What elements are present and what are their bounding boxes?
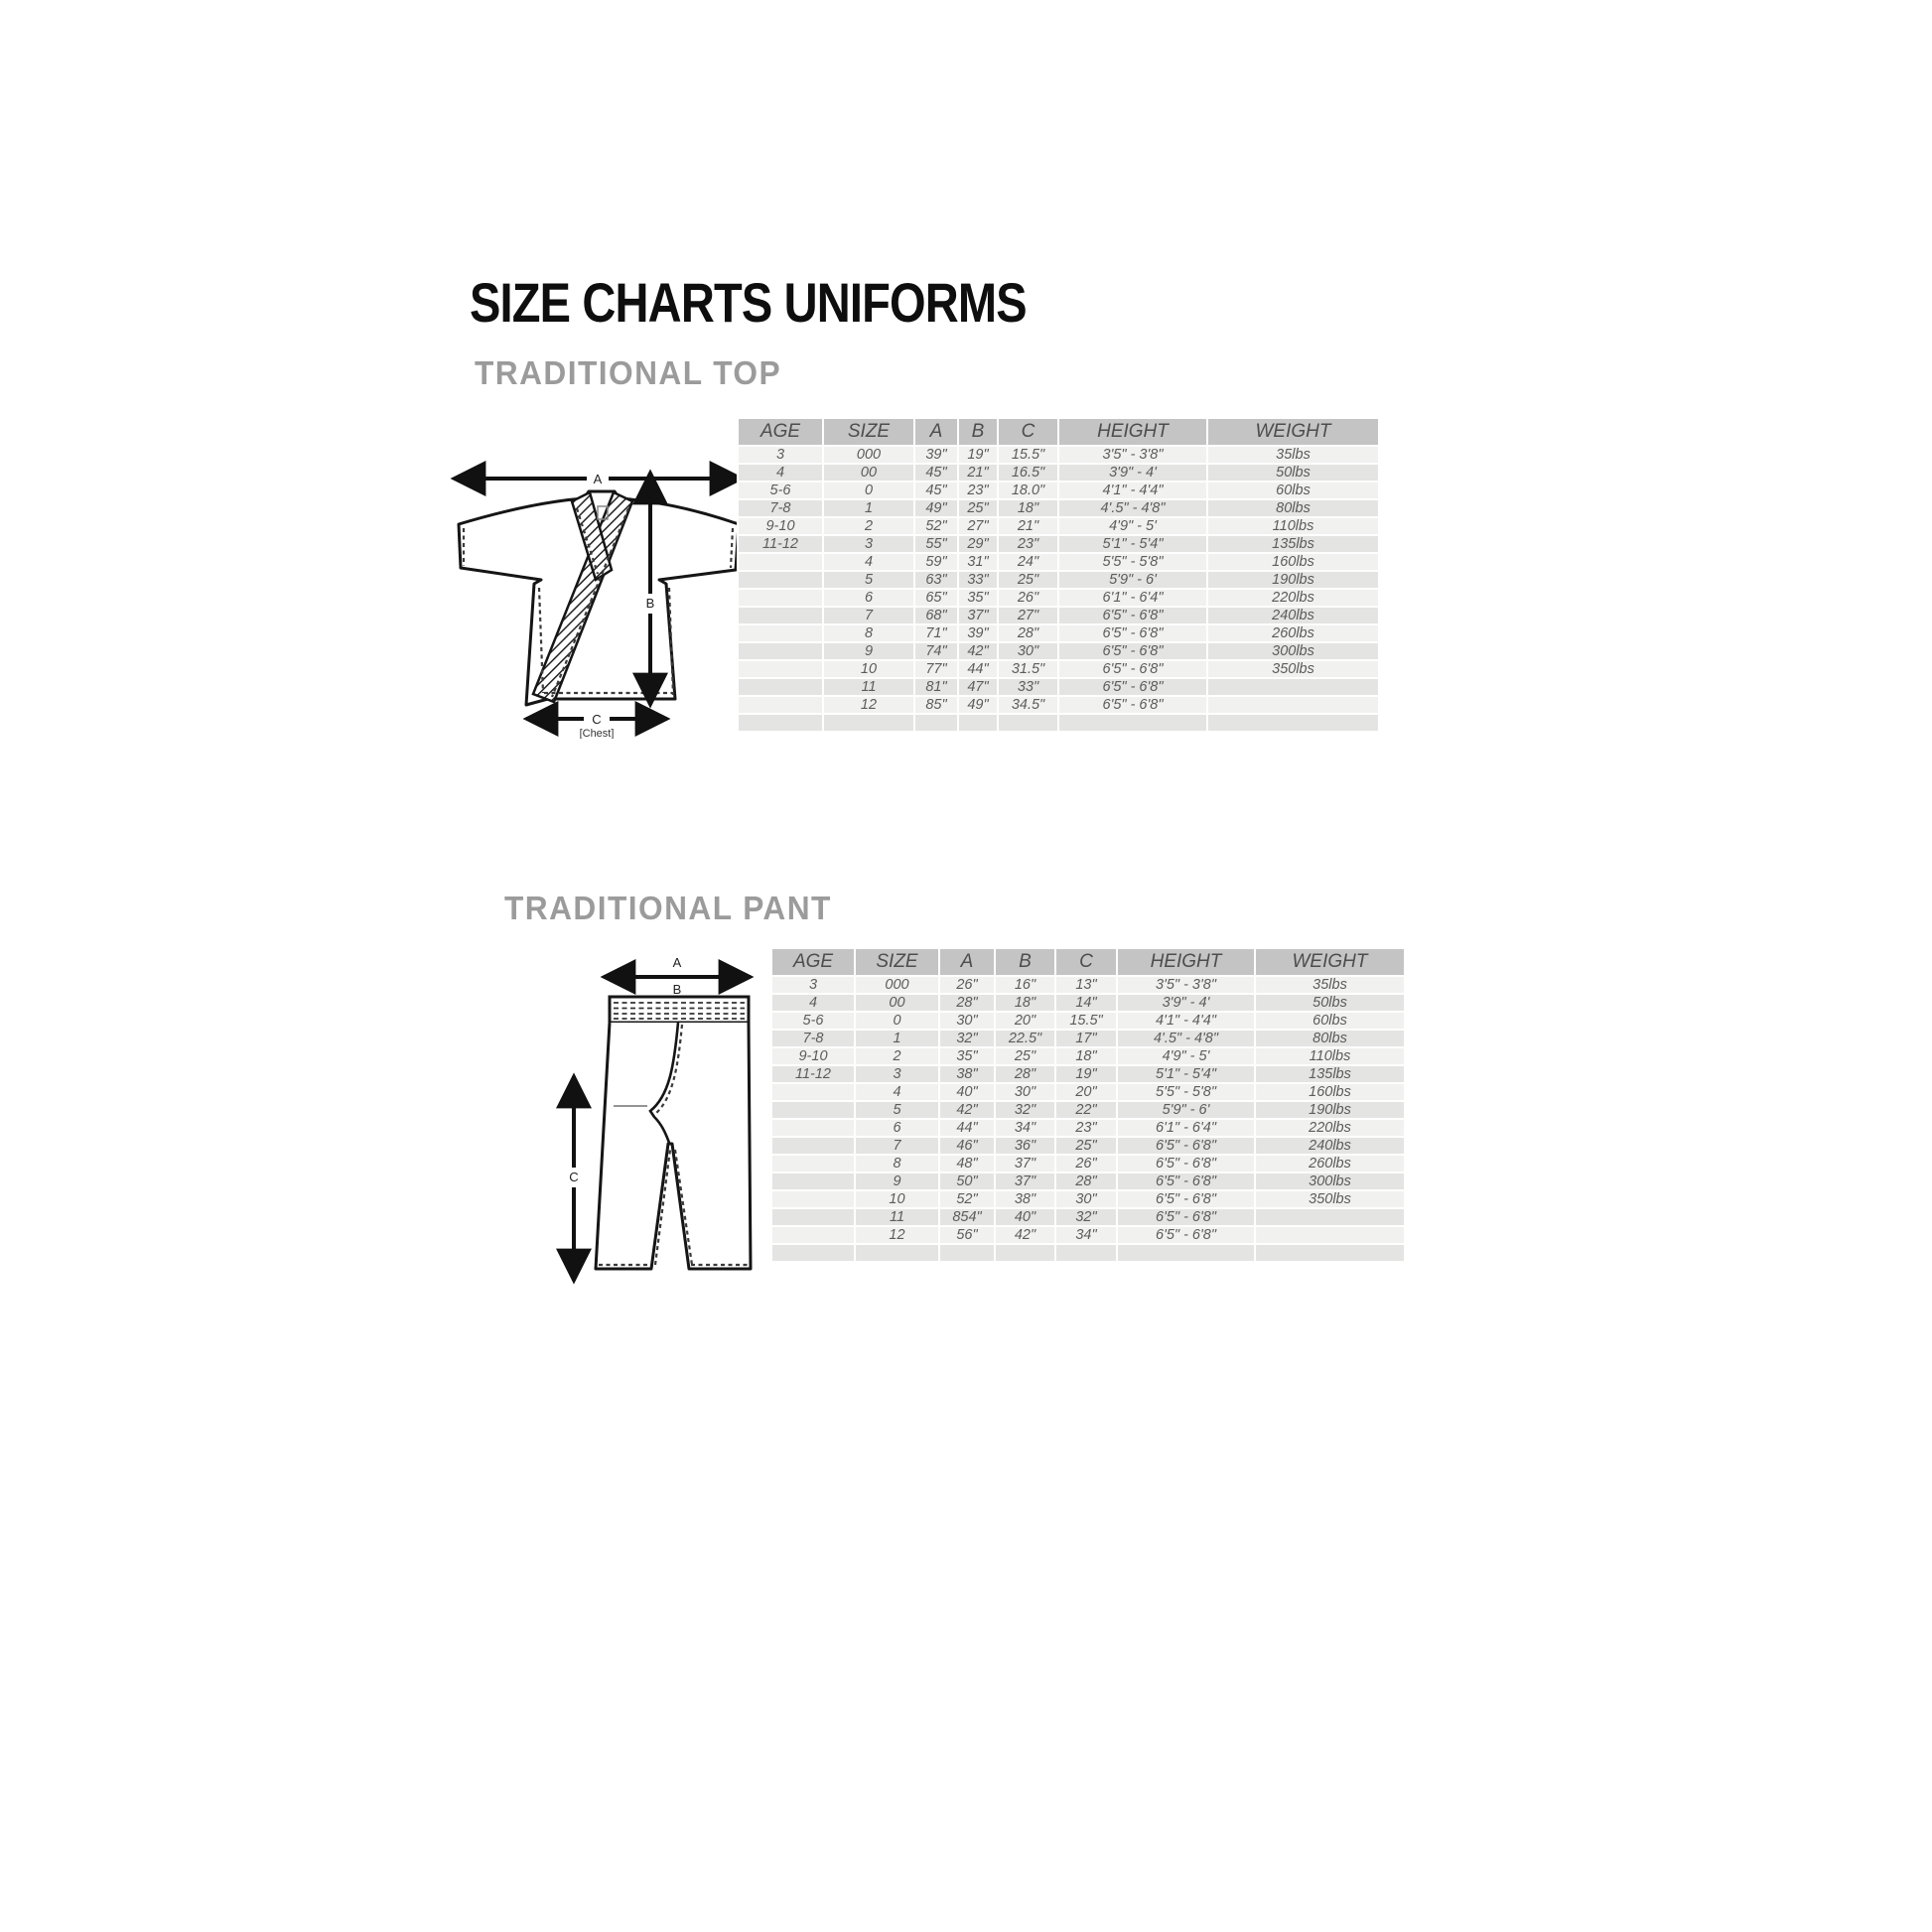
table-cell: 300lbs <box>1208 643 1378 659</box>
pants-diagram-svg <box>552 945 765 1291</box>
table-row <box>739 518 1378 534</box>
table-cell <box>739 554 822 570</box>
table-cell: 4'.5" - 4'8" <box>1118 1031 1254 1046</box>
column-header-c: C <box>999 419 1057 445</box>
table-cell: 39" <box>915 447 957 463</box>
table-cell: 33" <box>959 572 997 588</box>
table-cell: 52" <box>915 518 957 534</box>
column-header-age: AGE <box>739 419 822 445</box>
table-cell <box>772 1102 854 1118</box>
table-cell: 19" <box>959 447 997 463</box>
table-cell: 52" <box>940 1191 994 1207</box>
table-row <box>739 661 1378 677</box>
table-cell: 22.5" <box>996 1031 1054 1046</box>
table-cell: 6'5" - 6'8" <box>1059 697 1206 713</box>
table-cell <box>1208 679 1378 695</box>
table-cell <box>772 1173 854 1189</box>
table-cell: 15.5" <box>999 447 1057 463</box>
table-cell: 12 <box>856 1227 938 1243</box>
table-row <box>739 715 1378 731</box>
table-cell: 37" <box>959 608 997 623</box>
table-cell: 5'5" - 5'8" <box>1118 1084 1254 1100</box>
table-cell: 35" <box>959 590 997 606</box>
table-cell: 5'9" - 6' <box>1118 1102 1254 1118</box>
pants-label-b: B <box>672 982 682 997</box>
table-cell: 25" <box>996 1048 1054 1064</box>
table-cell: 20" <box>1056 1084 1116 1100</box>
table-row <box>739 643 1378 659</box>
table-cell <box>1118 1245 1254 1261</box>
table-cell: 7 <box>856 1138 938 1154</box>
table-cell: 5'9" - 6' <box>1059 572 1206 588</box>
section-heading-traditional-top: TRADITIONAL TOP <box>475 354 782 391</box>
table-cell: 20" <box>996 1013 1054 1029</box>
column-header-weight: WEIGHT <box>1256 949 1404 975</box>
jacket-label-b: B <box>645 596 655 611</box>
table-cell <box>772 1120 854 1136</box>
table-cell: 000 <box>824 447 913 463</box>
table-cell: 2 <box>824 518 913 534</box>
table-cell: 3 <box>824 536 913 552</box>
table-cell: 300lbs <box>1256 1173 1404 1189</box>
table-cell: 44" <box>959 661 997 677</box>
table-cell: 32" <box>1056 1209 1116 1225</box>
table-cell: 11 <box>856 1209 938 1225</box>
table-cell: 00 <box>824 465 913 481</box>
table-cell: 4'9" - 5' <box>1118 1048 1254 1064</box>
table-cell: 42" <box>959 643 997 659</box>
table-cell <box>772 1084 854 1100</box>
table-cell: 60lbs <box>1256 1013 1404 1029</box>
table-cell: 40" <box>940 1084 994 1100</box>
table-cell: 16" <box>996 977 1054 993</box>
pants-label-a: A <box>672 955 682 970</box>
table-cell: 31.5" <box>999 661 1057 677</box>
table-row <box>772 1120 1404 1136</box>
table-cell: 85" <box>915 697 957 713</box>
table-cell: 000 <box>856 977 938 993</box>
table-cell <box>915 715 957 731</box>
table-cell: 80lbs <box>1256 1031 1404 1046</box>
table-row <box>739 500 1378 516</box>
table-cell: 23" <box>959 483 997 498</box>
table-cell: 5-6 <box>739 483 822 498</box>
table-cell: 49" <box>915 500 957 516</box>
table-cell: 16.5" <box>999 465 1057 481</box>
table-cell <box>1056 1245 1116 1261</box>
table-cell: 350lbs <box>1208 661 1378 677</box>
table-cell: 7-8 <box>772 1031 854 1046</box>
table-cell: 0 <box>856 1013 938 1029</box>
table-row <box>739 536 1378 552</box>
table-row <box>739 697 1378 713</box>
table-cell: 240lbs <box>1208 608 1378 623</box>
table-cell: 4'.5" - 4'8" <box>1059 500 1206 516</box>
table-cell <box>739 679 822 695</box>
page-title: SIZE CHARTS UNIFORMS <box>470 271 1027 334</box>
table-cell: 42" <box>940 1102 994 1118</box>
table-cell: 1 <box>824 500 913 516</box>
table-cell: 7-8 <box>739 500 822 516</box>
table-cell: 5'5" - 5'8" <box>1059 554 1206 570</box>
column-header-height: HEIGHT <box>1118 949 1254 975</box>
table-cell: 350lbs <box>1256 1191 1404 1207</box>
table-cell: 50" <box>940 1173 994 1189</box>
table-cell: 30" <box>996 1084 1054 1100</box>
table-cell: 6'5" - 6'8" <box>1118 1209 1254 1225</box>
jacket-label-a: A <box>593 472 603 486</box>
table-cell: 80lbs <box>1208 500 1378 516</box>
table-cell: 8 <box>824 625 913 641</box>
table-cell: 81" <box>915 679 957 695</box>
table-row <box>772 995 1404 1011</box>
table-row <box>772 1245 1404 1261</box>
table-cell: 220lbs <box>1208 590 1378 606</box>
table-row <box>772 1102 1404 1118</box>
table-cell <box>1208 715 1378 731</box>
table-cell: 12 <box>824 697 913 713</box>
table-row <box>772 1191 1404 1207</box>
table-cell: 63" <box>915 572 957 588</box>
table-cell: 60lbs <box>1208 483 1378 498</box>
column-header-b: B <box>959 419 997 445</box>
table-cell: 4 <box>772 995 854 1011</box>
table-cell <box>772 1209 854 1225</box>
table-row <box>772 1084 1404 1100</box>
table-cell: 110lbs <box>1208 518 1378 534</box>
jacket-outline <box>459 491 739 705</box>
table-row <box>739 679 1378 695</box>
table-cell: 135lbs <box>1208 536 1378 552</box>
table-cell <box>739 715 822 731</box>
table-cell: 18" <box>996 995 1054 1011</box>
table-cell: 4'1" - 4'4" <box>1118 1013 1254 1029</box>
column-header-b: B <box>996 949 1054 975</box>
pants-measurement-diagram <box>552 945 765 1291</box>
column-header-weight: WEIGHT <box>1208 419 1378 445</box>
table-cell: 25" <box>1056 1138 1116 1154</box>
table-cell: 6'5" - 6'8" <box>1059 661 1206 677</box>
table-cell: 49" <box>959 697 997 713</box>
table-cell: 77" <box>915 661 957 677</box>
table-cell <box>1256 1245 1404 1261</box>
table-cell: 6'5" - 6'8" <box>1059 625 1206 641</box>
table-cell: 9 <box>856 1173 938 1189</box>
table-cell <box>772 1156 854 1172</box>
table-cell: 28" <box>940 995 994 1011</box>
table-cell: 30" <box>1056 1191 1116 1207</box>
table-cell: 29" <box>959 536 997 552</box>
table-cell: 10 <box>856 1191 938 1207</box>
table-cell: 3'9" - 4' <box>1059 465 1206 481</box>
table-cell: 25" <box>959 500 997 516</box>
table-cell <box>1256 1227 1404 1243</box>
table-cell <box>1208 697 1378 713</box>
table-row <box>739 554 1378 570</box>
table-cell <box>772 1138 854 1154</box>
table-cell: 9-10 <box>772 1048 854 1064</box>
table-cell: 55" <box>915 536 957 552</box>
table-cell: 56" <box>940 1227 994 1243</box>
jacket-diagram-svg <box>449 449 747 739</box>
table-cell: 6'5" - 6'8" <box>1059 643 1206 659</box>
table-row <box>739 590 1378 606</box>
table-cell: 42" <box>996 1227 1054 1243</box>
table-cell: 71" <box>915 625 957 641</box>
table-cell: 4 <box>824 554 913 570</box>
table-cell: 28" <box>999 625 1057 641</box>
table-cell: 59" <box>915 554 957 570</box>
table-cell: 46" <box>940 1138 994 1154</box>
table-cell <box>999 715 1057 731</box>
table-cell: 40" <box>996 1209 1054 1225</box>
traditional-top-size-table <box>737 417 1380 733</box>
table-cell: 190lbs <box>1256 1102 1404 1118</box>
table-cell: 18" <box>999 500 1057 516</box>
table-cell: 48" <box>940 1156 994 1172</box>
table-cell: 35" <box>940 1048 994 1064</box>
table-cell: 11-12 <box>772 1066 854 1082</box>
table-cell <box>856 1245 938 1261</box>
table-row <box>772 1048 1404 1064</box>
table-cell <box>772 1227 854 1243</box>
table-cell <box>739 661 822 677</box>
table-cell: 28" <box>1056 1173 1116 1189</box>
table-cell: 23" <box>1056 1120 1116 1136</box>
table-cell: 220lbs <box>1256 1120 1404 1136</box>
table-cell: 34.5" <box>999 697 1057 713</box>
table-cell <box>1059 715 1206 731</box>
table-cell: 6'5" - 6'8" <box>1118 1227 1254 1243</box>
table-cell: 50lbs <box>1208 465 1378 481</box>
table-cell: 45" <box>915 483 957 498</box>
table-cell <box>959 715 997 731</box>
table-cell: 24" <box>999 554 1057 570</box>
table-cell: 32" <box>996 1102 1054 1118</box>
table-cell: 36" <box>996 1138 1054 1154</box>
table-cell: 4'9" - 5' <box>1059 518 1206 534</box>
table-cell <box>739 643 822 659</box>
table-cell: 33" <box>999 679 1057 695</box>
column-header-age: AGE <box>772 949 854 975</box>
table-cell: 26" <box>1056 1156 1116 1172</box>
table-cell: 74" <box>915 643 957 659</box>
table-cell: 6'5" - 6'8" <box>1118 1138 1254 1154</box>
table-cell: 47" <box>959 679 997 695</box>
table-cell: 11 <box>824 679 913 695</box>
table-cell: 14" <box>1056 995 1116 1011</box>
table-cell: 38" <box>940 1066 994 1082</box>
table-cell: 854" <box>940 1209 994 1225</box>
table-cell: 4'1" - 4'4" <box>1059 483 1206 498</box>
table-cell: 190lbs <box>1208 572 1378 588</box>
table-cell <box>739 625 822 641</box>
table-cell <box>772 1245 854 1261</box>
table-cell: 31" <box>959 554 997 570</box>
table-cell: 10 <box>824 661 913 677</box>
table-cell: 3'9" - 4' <box>1118 995 1254 1011</box>
table-cell: 160lbs <box>1208 554 1378 570</box>
table-cell: 34" <box>996 1120 1054 1136</box>
table-cell: 68" <box>915 608 957 623</box>
table-cell: 18" <box>1056 1048 1116 1064</box>
table-cell: 0 <box>824 483 913 498</box>
table-cell: 6 <box>824 590 913 606</box>
table-cell: 18.0" <box>999 483 1057 498</box>
table-cell: 260lbs <box>1208 625 1378 641</box>
table-cell: 2 <box>856 1048 938 1064</box>
table-cell: 45" <box>915 465 957 481</box>
table-cell: 35lbs <box>1256 977 1404 993</box>
column-header-c: C <box>1056 949 1116 975</box>
table-cell: 260lbs <box>1256 1156 1404 1172</box>
table-cell: 135lbs <box>1256 1066 1404 1082</box>
table-row <box>772 1156 1404 1172</box>
table-cell: 5 <box>824 572 913 588</box>
table-cell: 35lbs <box>1208 447 1378 463</box>
table-cell: 21" <box>999 518 1057 534</box>
table-cell: 22" <box>1056 1102 1116 1118</box>
column-header-size: SIZE <box>824 419 913 445</box>
table-row <box>772 1173 1404 1189</box>
table-cell: 7 <box>824 608 913 623</box>
table-cell: 3'5" - 3'8" <box>1118 977 1254 993</box>
table-cell: 38" <box>996 1191 1054 1207</box>
table-cell: 160lbs <box>1256 1084 1404 1100</box>
table-cell <box>739 590 822 606</box>
table-cell: 240lbs <box>1256 1138 1404 1154</box>
jacket-label-chest: [Chest] <box>579 728 615 739</box>
table-header-row <box>739 419 1378 445</box>
table-cell: 5'1" - 5'4" <box>1118 1066 1254 1082</box>
section-heading-traditional-pant: TRADITIONAL PANT <box>504 890 832 926</box>
table-cell: 5'1" - 5'4" <box>1059 536 1206 552</box>
table-cell: 5 <box>856 1102 938 1118</box>
pants-label-c: C <box>569 1170 579 1184</box>
table-cell: 3 <box>739 447 822 463</box>
table-cell: 5-6 <box>772 1013 854 1029</box>
table-cell: 27" <box>959 518 997 534</box>
table-cell <box>996 1245 1054 1261</box>
column-header-a: A <box>915 419 957 445</box>
table-cell: 6'1" - 6'4" <box>1118 1120 1254 1136</box>
table-cell: 4 <box>739 465 822 481</box>
table-cell: 8 <box>856 1156 938 1172</box>
table-cell: 34" <box>1056 1227 1116 1243</box>
table-cell: 27" <box>999 608 1057 623</box>
table-cell: 6 <box>856 1120 938 1136</box>
table-row <box>772 1066 1404 1082</box>
table-row <box>772 1138 1404 1154</box>
table-cell: 3 <box>856 1066 938 1082</box>
table-row <box>739 572 1378 588</box>
table-row <box>739 625 1378 641</box>
pants-outline <box>596 997 751 1269</box>
table-row <box>739 447 1378 463</box>
jacket-measurement-diagram <box>449 449 747 739</box>
column-header-size: SIZE <box>856 949 938 975</box>
arrow-a-width <box>454 472 742 486</box>
table-cell: 6'5" - 6'8" <box>1059 608 1206 623</box>
table-row <box>739 483 1378 498</box>
table-cell: 110lbs <box>1256 1048 1404 1064</box>
table-cell <box>739 608 822 623</box>
arrow-c-length <box>569 1076 578 1281</box>
table-cell: 25" <box>999 572 1057 588</box>
table-cell: 23" <box>999 536 1057 552</box>
table-cell: 44" <box>940 1120 994 1136</box>
table-cell: 19" <box>1056 1066 1116 1082</box>
table-cell: 15.5" <box>1056 1013 1116 1029</box>
table-cell: 6'5" - 6'8" <box>1118 1173 1254 1189</box>
column-header-height: HEIGHT <box>1059 419 1206 445</box>
table-cell: 00 <box>856 995 938 1011</box>
table-cell: 21" <box>959 465 997 481</box>
table-cell: 37" <box>996 1173 1054 1189</box>
table-cell: 9-10 <box>739 518 822 534</box>
table-cell: 30" <box>940 1013 994 1029</box>
table-cell: 65" <box>915 590 957 606</box>
table-cell: 3 <box>772 977 854 993</box>
table-cell: 17" <box>1056 1031 1116 1046</box>
table-cell: 11-12 <box>739 536 822 552</box>
table-cell: 3'5" - 3'8" <box>1059 447 1206 463</box>
table-cell: 6'5" - 6'8" <box>1059 679 1206 695</box>
table-row <box>772 1227 1404 1243</box>
table-cell: 30" <box>999 643 1057 659</box>
table-cell <box>824 715 913 731</box>
table-cell <box>739 697 822 713</box>
table-cell: 32" <box>940 1031 994 1046</box>
table-header-row <box>772 949 1404 975</box>
table-row <box>739 608 1378 623</box>
table-cell: 6'5" - 6'8" <box>1118 1191 1254 1207</box>
table-cell: 37" <box>996 1156 1054 1172</box>
table-cell: 26" <box>940 977 994 993</box>
table-cell: 1 <box>856 1031 938 1046</box>
table-row <box>772 1209 1404 1225</box>
table-cell: 4 <box>856 1084 938 1100</box>
table-cell: 9 <box>824 643 913 659</box>
table-cell: 50lbs <box>1256 995 1404 1011</box>
table-row <box>739 465 1378 481</box>
jacket-label-c: C <box>592 712 602 727</box>
table-cell <box>1256 1209 1404 1225</box>
table-cell: 39" <box>959 625 997 641</box>
table-row <box>772 977 1404 993</box>
traditional-pant-size-table <box>770 947 1406 1263</box>
table-row <box>772 1031 1404 1046</box>
table-cell: 28" <box>996 1066 1054 1082</box>
table-cell: 26" <box>999 590 1057 606</box>
table-cell <box>940 1245 994 1261</box>
table-cell: 6'5" - 6'8" <box>1118 1156 1254 1172</box>
table-cell: 13" <box>1056 977 1116 993</box>
table-row <box>772 1013 1404 1029</box>
table-cell: 6'1" - 6'4" <box>1059 590 1206 606</box>
arrow-c-chest <box>526 712 667 739</box>
column-header-a: A <box>940 949 994 975</box>
arrow-ab-waist <box>604 955 751 997</box>
table-cell <box>772 1191 854 1207</box>
table-cell <box>739 572 822 588</box>
